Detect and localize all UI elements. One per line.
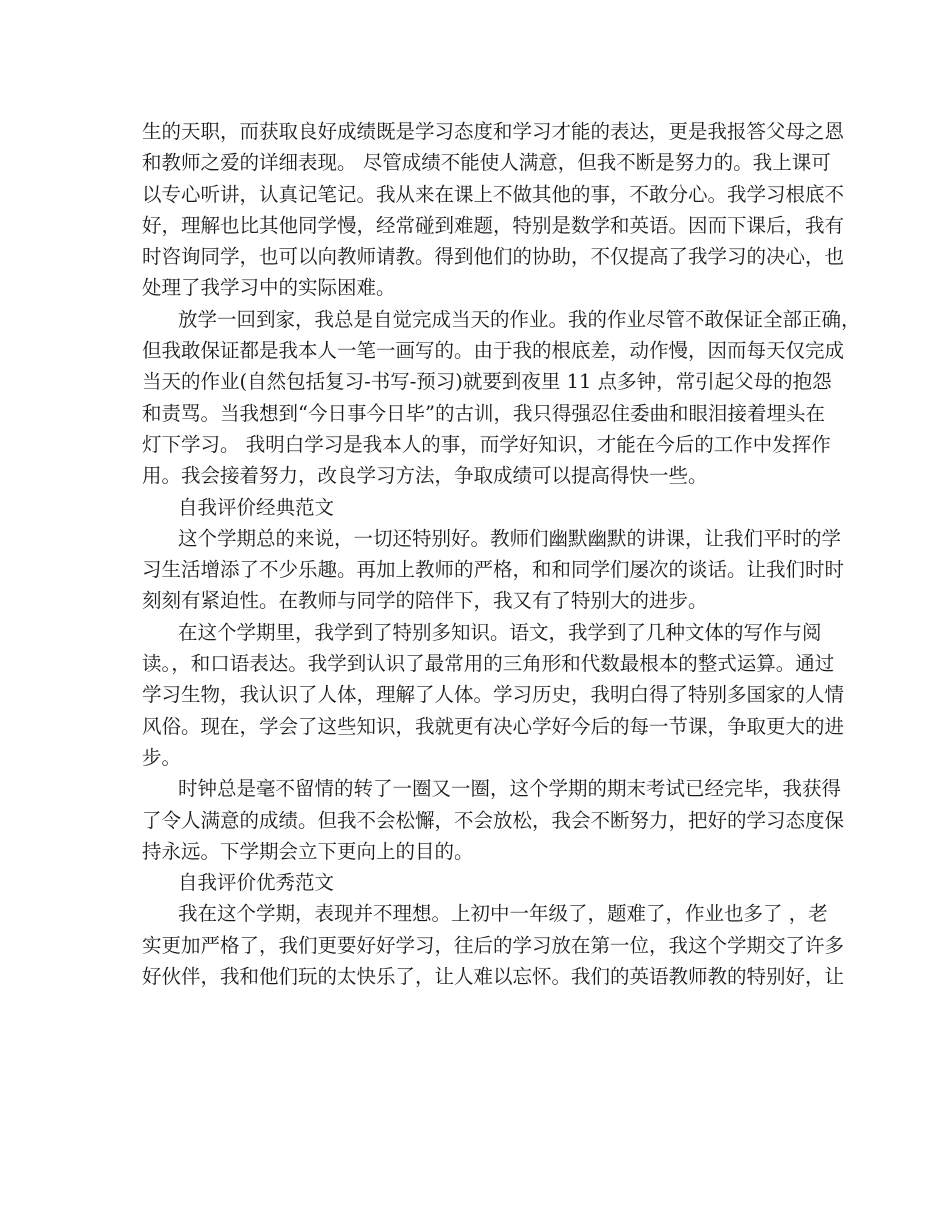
text-line: 好伙伴，我和他们玩的太快乐了，让人难以忘怀。我们的英语教师教的特别好，让 [142,965,845,989]
section-heading: 自我评价经典范文 [178,495,335,519]
text-line: 步。 [142,745,182,769]
text-line: 但我敢保证都是我本人一笔一画写的。由于我的根底差，动作慢，因而每天仅完成 [142,339,845,363]
text-line: 在这个学期里，我学到了特别多知识。语文，我学到了几种文体的写作与阅 [178,620,822,644]
text-line: 学习生物，我认识了人体，理解了人体。学习历史，我明白得了特别多国家的人情 [142,683,845,707]
text-line: 了令人满意的成绩。但我不会松懈，不会放松，我会不断努力，把好的学习态度保 [142,808,845,832]
text-line: 以专心听讲，认真记笔记。我从来在课上不做其他的事，不敢分心。我学习根底不 [142,182,845,206]
text-line: 时咨询同学，也可以向教师请教。得到他们的协助，不仅提高了我学习的决心，也 [142,245,845,269]
text-line: 好，理解也比其他同学慢，经常碰到难题，特别是数学和英语。因而下课后，我有 [142,213,845,237]
text-line: 这个学期总的来说，一切还特别好。教师们幽默幽默的讲课，让我们平时的学 [178,526,842,550]
text-line: 持永远。下学期会立下更向上的目的。 [142,839,474,863]
text-line: 灯下学习。 我明白学习是我本人的事，而学好知识，才能在今后的工作中发挥作 [142,432,831,456]
text-line: 习生活增添了不少乐趣。再加上教师的严格，和和同学们屡次的谈话。让我们时时 [142,558,845,582]
text-line: 放学一回到家，我总是自觉完成当天的作业。我的作业尽管不敢保证全部正确， [178,307,861,331]
section-heading: 自我评价优秀范文 [178,871,335,895]
text-line: 刻刻有紧迫性。在教师与同学的陪伴下，我又有了特别大的进步。 [142,589,708,613]
text-line: 读。，和口语表达。我学到认识了最常用的三角形和代数最根本的整式运算。通过 [142,652,835,676]
text-line: 和教师之爱的详细表现。 尽管成绩不能使人满意，但我不断是努力的。我上课可 [142,151,831,175]
text-line: 实更加严格了，我们更要好好学习，往后的学习放在第一位，我这个学期交了许多 [142,933,845,957]
document-body [142,116,861,992]
text-line: 用。我会接着努力，改良学习方法，争取成绩可以提高得快一些。 [142,464,708,488]
text-line: 处理了我学习中的实际困难。 [142,276,396,300]
text-line: 风俗。现在，学会了这些知识，我就更有决心学好今后的每一节课，争取更大的进 [142,714,845,738]
text-line: 生的天职，而获取良好成绩既是学习态度和学习才能的表达，更是我报答父母之恩 [142,120,845,143]
text-line: 时钟总是毫不留情的转了一圈又一圈，这个学期的期末考试已经完毕，我获得 [178,777,842,801]
text-line: 当天的作业(自然包括复习-书写-预习)就要到夜里 11 点多钟，常引起父母的抱怨 [142,370,832,394]
text-line: 和责骂。当我想到“今日事今日毕”的古训，我只得强忍住委曲和眼泪接着埋头在 [142,401,825,425]
text-line: 我在这个学期，表现并不理想。上初中一年级了，题难了，作业也多了 ，老 [178,902,828,926]
